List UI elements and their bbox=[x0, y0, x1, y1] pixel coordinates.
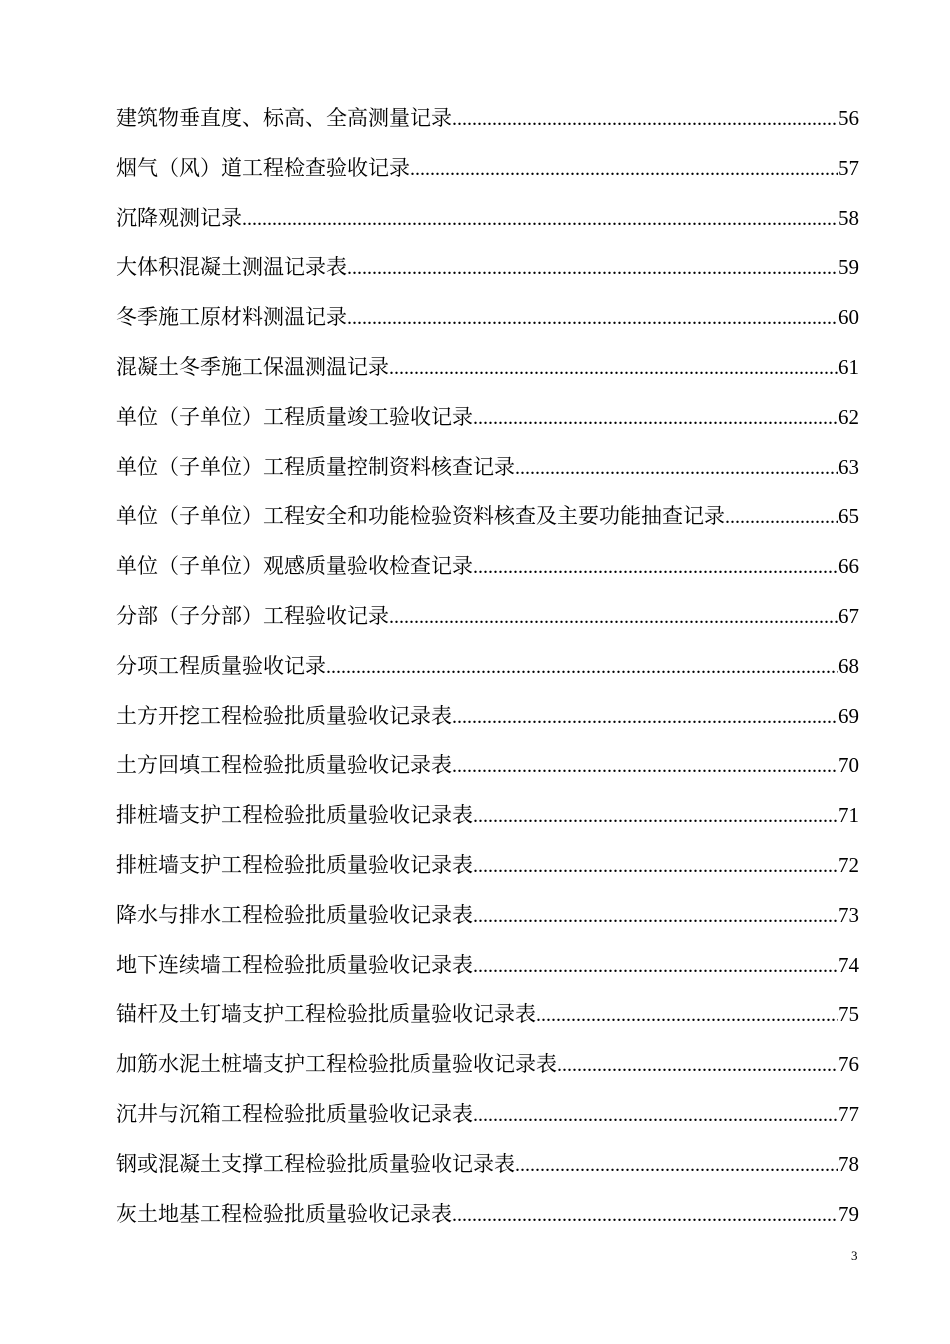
toc-leader-dots bbox=[452, 1193, 838, 1237]
toc-leader-dots bbox=[452, 695, 838, 739]
toc-leader-dots bbox=[473, 396, 838, 440]
toc-entry-title: 单位（子单位）工程安全和功能检验资料核查及主要功能抽查记录 bbox=[116, 504, 725, 529]
toc-leader-dots bbox=[389, 346, 838, 390]
toc-entry[interactable] bbox=[116, 345, 859, 395]
toc-leader-dots bbox=[473, 1093, 838, 1137]
toc-entry-page: 57 bbox=[838, 155, 859, 180]
toc-entry-page: 58 bbox=[838, 205, 859, 230]
toc-entry-title: 土方开挖工程检验批质量验收记录表 bbox=[116, 703, 452, 728]
toc-entry[interactable] bbox=[116, 1192, 859, 1242]
toc-leader-dots bbox=[473, 844, 838, 888]
toc-entry-title: 降水与排水工程检验批质量验收记录表 bbox=[116, 902, 473, 927]
toc-leader-dots bbox=[347, 246, 838, 290]
toc-leader-dots bbox=[557, 1043, 838, 1087]
toc-leader-dots bbox=[473, 794, 838, 838]
toc-entry-title: 单位（子单位）观感质量验收检查记录 bbox=[116, 554, 473, 579]
toc-entry-title: 加筋水泥土桩墙支护工程检验批质量验收记录表 bbox=[116, 1052, 557, 1077]
toc-leader-dots bbox=[452, 97, 838, 141]
toc-entry-title: 大体积混凝土测温记录表 bbox=[116, 255, 347, 280]
toc-leader-dots bbox=[242, 197, 838, 241]
toc-entry-title: 建筑物垂直度、标高、全高测量记录 bbox=[116, 106, 452, 130]
toc-leader-dots bbox=[515, 446, 838, 490]
toc-entry-page: 77 bbox=[838, 1101, 859, 1126]
toc-entry[interactable] bbox=[116, 295, 859, 345]
toc-entry-page: 69 bbox=[838, 703, 859, 728]
toc-entry-page: 74 bbox=[838, 952, 859, 977]
toc-leader-dots bbox=[725, 495, 838, 539]
toc-entry-title: 冬季施工原材料测温记录 bbox=[116, 305, 347, 330]
toc-entry[interactable] bbox=[116, 445, 859, 495]
toc-entry-page: 66 bbox=[838, 554, 859, 579]
toc-entry-title: 锚杆及土钉墙支护工程检验批质量验收记录表 bbox=[116, 1002, 536, 1027]
toc-entry-page: 76 bbox=[838, 1052, 859, 1077]
toc-entry-page: 56 bbox=[838, 106, 859, 130]
toc-entry-page: 61 bbox=[838, 354, 859, 379]
toc-entry-page: 72 bbox=[838, 852, 859, 877]
toc-entry[interactable] bbox=[116, 793, 859, 843]
toc-entry[interactable] bbox=[116, 644, 859, 694]
toc-entry[interactable] bbox=[116, 544, 859, 594]
toc-leader-dots bbox=[410, 147, 838, 191]
table-of-contents bbox=[116, 96, 859, 1241]
toc-entry-title: 灰土地基工程检验批质量验收记录表 bbox=[116, 1201, 452, 1226]
toc-entry-title: 分部（子分部）工程验收记录 bbox=[116, 603, 389, 628]
toc-entry[interactable] bbox=[116, 395, 859, 445]
toc-entry[interactable] bbox=[116, 743, 859, 793]
toc-entry-title: 土方回填工程检验批质量验收记录表 bbox=[116, 753, 452, 778]
toc-entry-page: 78 bbox=[838, 1151, 859, 1176]
toc-entry[interactable] bbox=[116, 494, 859, 544]
toc-entry-page: 60 bbox=[838, 305, 859, 330]
toc-entry-page: 67 bbox=[838, 603, 859, 628]
page-number: 3 bbox=[851, 1248, 858, 1263]
toc-entry-title: 分项工程质量验收记录 bbox=[116, 653, 326, 678]
toc-entry[interactable] bbox=[116, 594, 859, 644]
toc-entry-page: 79 bbox=[838, 1201, 859, 1226]
toc-entry-title: 地下连续墙工程检验批质量验收记录表 bbox=[116, 952, 473, 977]
toc-entry-page: 71 bbox=[838, 803, 859, 828]
toc-leader-dots bbox=[473, 545, 838, 589]
toc-entry-page: 59 bbox=[838, 255, 859, 280]
toc-entry[interactable] bbox=[116, 1042, 859, 1092]
toc-entry-page: 68 bbox=[838, 653, 859, 678]
toc-leader-dots bbox=[326, 645, 838, 689]
toc-leader-dots bbox=[452, 744, 838, 788]
toc-entry-page: 62 bbox=[838, 404, 859, 429]
toc-leader-dots bbox=[473, 894, 838, 938]
toc-entry[interactable] bbox=[116, 694, 859, 744]
toc-entry[interactable] bbox=[116, 96, 859, 146]
toc-entry-title: 单位（子单位）工程质量竣工验收记录 bbox=[116, 404, 473, 429]
toc-entry-title: 排桩墙支护工程检验批质量验收记录表 bbox=[116, 852, 473, 877]
toc-leader-dots bbox=[389, 595, 838, 639]
toc-leader-dots bbox=[536, 993, 838, 1037]
toc-entry-title: 沉降观测记录 bbox=[116, 205, 242, 230]
toc-leader-dots bbox=[515, 1143, 838, 1187]
toc-entry[interactable] bbox=[116, 245, 859, 295]
toc-entry[interactable] bbox=[116, 1092, 859, 1142]
toc-entry-page: 65 bbox=[838, 504, 859, 529]
toc-entry-page: 73 bbox=[838, 902, 859, 927]
toc-entry[interactable] bbox=[116, 992, 859, 1042]
toc-entry-page: 63 bbox=[838, 454, 859, 479]
toc-entry[interactable] bbox=[116, 146, 859, 196]
toc-entry[interactable] bbox=[116, 1142, 859, 1192]
toc-entry-title: 混凝土冬季施工保温测温记录 bbox=[116, 354, 389, 379]
toc-entry-title: 烟气（风）道工程检查验收记录 bbox=[116, 155, 410, 180]
toc-entry[interactable] bbox=[116, 893, 859, 943]
toc-entry-page: 75 bbox=[838, 1002, 859, 1027]
toc-leader-dots bbox=[347, 296, 838, 340]
toc-entry-title: 钢或混凝土支撑工程检验批质量验收记录表 bbox=[116, 1151, 515, 1176]
toc-entry[interactable] bbox=[116, 843, 859, 893]
toc-leader-dots bbox=[473, 944, 838, 988]
toc-entry[interactable] bbox=[116, 943, 859, 993]
toc-entry-title: 单位（子单位）工程质量控制资料核查记录 bbox=[116, 454, 515, 479]
toc-entry-title: 排桩墙支护工程检验批质量验收记录表 bbox=[116, 803, 473, 828]
toc-entry[interactable] bbox=[116, 196, 859, 246]
toc-entry-title: 沉井与沉箱工程检验批质量验收记录表 bbox=[116, 1101, 473, 1126]
toc-entry-page: 70 bbox=[838, 753, 859, 778]
